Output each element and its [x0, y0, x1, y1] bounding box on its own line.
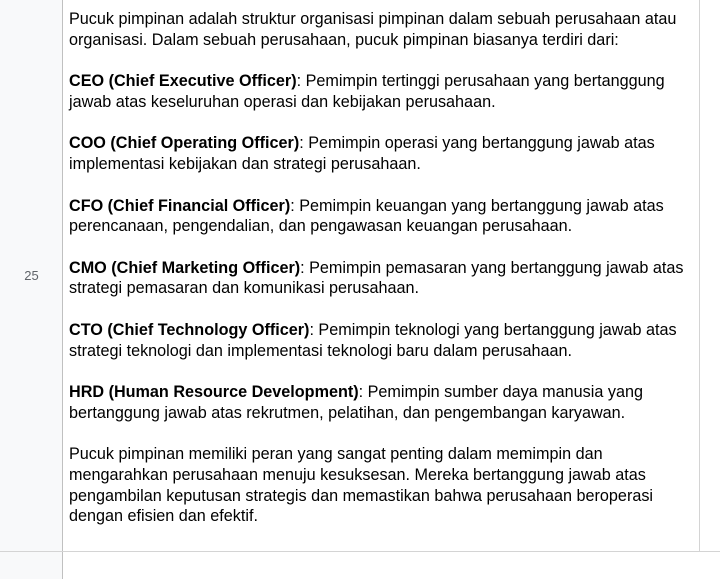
role-paragraph-ceo [69, 71, 695, 112]
role-description: : Pemimpin sumber daya manusia yang bertanggung jawab atas rekrutmen, pelatihan, dan pengembangan karyawan. [69, 383, 643, 422]
row-number-header[interactable]: 25 [24, 268, 39, 283]
role-term: CTO (Chief Technology Officer) [69, 320, 310, 339]
role-term: COO (Chief Operating Officer) [69, 134, 300, 153]
role-description: : Pemimpin operasi yang bertanggung jawab atas implementasi kebijakan dan strategi perusahaan. [69, 134, 655, 173]
role-term: HRD (Human Resource Development) [69, 383, 359, 402]
role-description: : Pemimpin pemasaran yang bertanggung jawab atas strategi pemasaran dan komunikasi perusahaan. [69, 258, 684, 298]
role-paragraph-coo [69, 133, 695, 174]
role-description: : Pemimpin keuangan yang bertanggung jawab atas perencanaan, pengendalian, dan pengawasan keuangan perusahaan. [69, 196, 664, 236]
row-divider [0, 551, 720, 552]
role-description: : Pemimpin teknologi yang bertanggung jawab atas strategi teknologi dan implementasi teknologi baru dalam perusahaan. [69, 320, 677, 360]
role-term: CEO (Chief Executive Officer) [69, 72, 297, 91]
role-term: CFO (Chief Financial Officer) [69, 196, 291, 215]
role-paragraph-cmo [69, 258, 695, 299]
role-term: CMO (Chief Marketing Officer) [69, 258, 301, 277]
cell-intro-paragraph: Pucuk pimpinan adalah struktur organisasi pimpinan dalam sebuah perusahaan atau organisasi. Dalam sebuah perusahaan, pucuk pimpinan biasanya terdiri dari: [69, 10, 677, 49]
row-header-column [0, 0, 63, 579]
spreadsheet-cell[interactable] [64, 0, 700, 551]
role-description: : Pemimpin tertinggi perusahaan yang bertanggung jawab atas keseluruhan operasi dan kebijakan perusahaan. [69, 72, 665, 111]
role-paragraph-hrd [69, 382, 695, 423]
cell-conclusion-paragraph: Pucuk pimpinan memiliki peran yang sangat penting dalam memimpin dan mengarahkan perusahaan menuju kesuksesan. Mereka bertanggung jawab atas pengambilan keputusan strategis dan memastikan bahwa perusahaan beroperasi dengan efisien dan efektif. [69, 445, 654, 526]
role-paragraph-cfo [69, 196, 695, 237]
role-paragraph-cto [69, 320, 695, 361]
